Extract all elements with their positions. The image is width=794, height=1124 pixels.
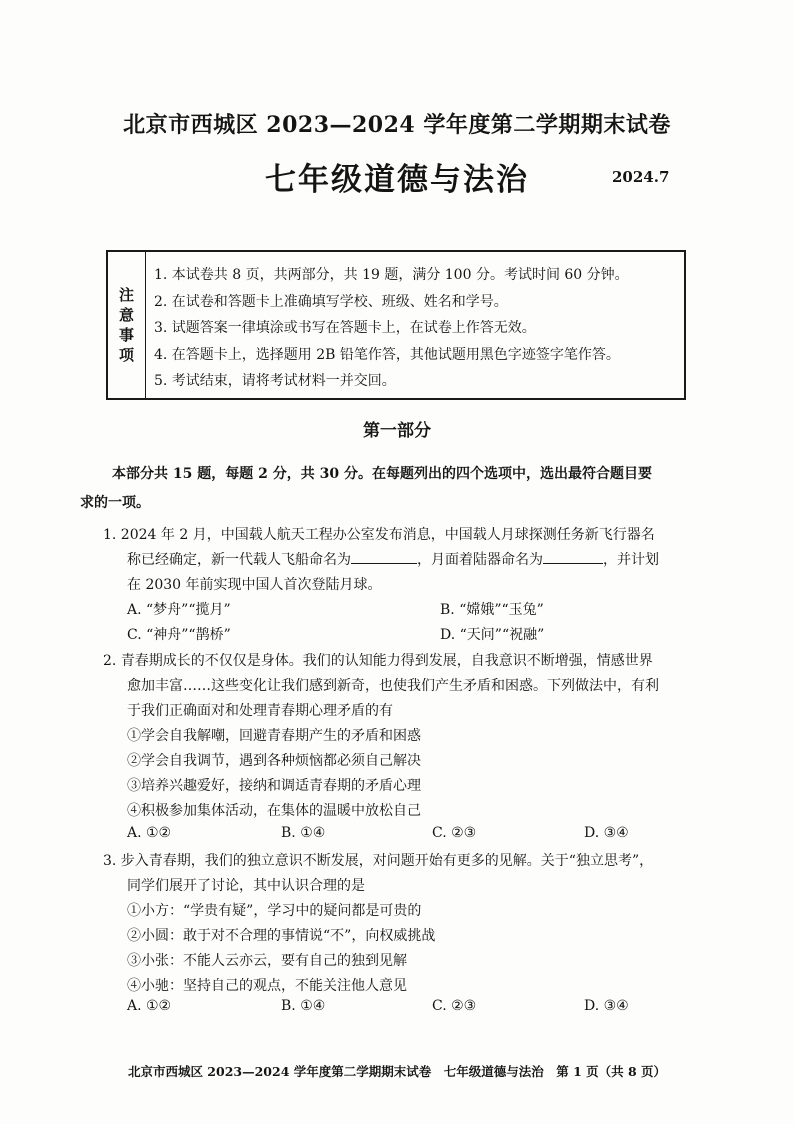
question-2-option-b: B. ①④ — [281, 825, 326, 841]
notice-label-char: 项 — [118, 346, 134, 364]
part-intro-line: 本部分共 15 题，每题 2 分，共 30 分。在每题列出的四个选项中，选出最符合题目要 — [112, 466, 652, 482]
question-1-option-d: D. “天问”“祝融” — [440, 627, 545, 643]
question-1-option-b: B. “嫦娥”“玉兔” — [440, 602, 544, 618]
question-3-option-a: A. ①② — [127, 998, 172, 1014]
question-1-text: ，并计划 — [603, 552, 659, 568]
notice-label-char: 意 — [118, 306, 134, 324]
notice-item: 4. 在答题卡上，选择题用 2B 铅笔作答，其他试题用黑色字迹签字笔作答。 — [154, 346, 620, 363]
question-3-statement: ④小驰：坚持自己的观点，不能关注他人意见 — [127, 978, 407, 994]
notice-box — [106, 250, 686, 400]
notice-list — [154, 262, 680, 395]
notice-label-char: 事 — [118, 326, 134, 344]
question-3-option-d: D. ③④ — [584, 998, 629, 1014]
question-1-stem-line: 在 2030 年前实现中国人首次登陆月球。 — [127, 577, 382, 593]
question-2-stem-line: 2. 青春期成长的不仅仅是身体。我们的认知能力得到发展，自我意识不断增强，情感世界 — [103, 653, 653, 669]
question-3-statement: ①小方：“学贵有疑”，学习中的疑问都是可贵的 — [127, 903, 422, 919]
part-intro — [80, 460, 692, 518]
question-3-stem-line: 同学们展开了讨论，其中认识合理的是 — [127, 878, 365, 894]
answer-blank — [351, 549, 417, 564]
notice-item: 3. 试题答案一律填涂或书写在答题卡上，在试卷上作答无效。 — [154, 320, 536, 336]
answer-blank — [543, 549, 603, 564]
question-3-statement: ③小张：不能人云亦云，要有自己的独到见解 — [127, 953, 407, 969]
notice-item: 2. 在试卷和答题卡上准确填写学校、班级、姓名和学号。 — [154, 293, 508, 310]
exam-title: 北京市西城区 2023—2024 学年度第二学期期末试卷 — [123, 112, 671, 138]
question-1-text: ，月面着陆器命名为 — [417, 552, 543, 568]
question-2-option-c: C. ②③ — [432, 825, 477, 841]
question-1-text: 称已经确定，新一代载人飞船命名为 — [127, 552, 351, 568]
question-3-stem-line: 3. 步入青春期，我们的独立意识不断发展，对问题开始有更多的见解。关于“独立思考”， — [103, 853, 654, 869]
question-3-option-c: C. ②③ — [432, 998, 477, 1014]
part-intro-line: 求的一项。 — [80, 495, 150, 511]
question-2-option-a: A. ①② — [127, 825, 172, 841]
question-1-option-a: A. “梦舟”“揽月” — [127, 602, 231, 618]
question-2-stem-line: 愈加丰富……这些变化让我们感到新奇，也使我们产生矛盾和困惑。下列做法中，有利 — [127, 678, 659, 694]
notice-item: 5. 考试结束，请将考试材料一并交回。 — [154, 373, 396, 389]
question-1-stem-line: 1. 2024 年 2 月，中国载人航天工程办公室发布消息，中国载人月球探测任务新飞行器名 — [103, 527, 655, 543]
page-footer: 北京市西城区 2023—2024 学年度第二学期期末试卷 七年级道德与法治 第 1 页（共 8 页） — [127, 1064, 667, 1079]
part-title: 第一部分 — [363, 421, 431, 441]
question-2-option-d: D. ③④ — [584, 825, 629, 841]
question-2-statement: ②学会自我调节，遇到各种烦恼都必须自己解决 — [127, 753, 421, 769]
question-2-statement: ④积极参加集体活动，在集体的温暖中放松自己 — [127, 803, 421, 819]
subject-title: 七年级道德与法治 — [265, 162, 529, 198]
question-2-statement: ③培养兴趣爱好，接纳和调适青春期的矛盾心理 — [127, 778, 421, 794]
question-3-statement: ②小圆：敢于对不合理的事情说“不”，向权威挑战 — [127, 928, 436, 944]
question-1-option-c: C. “神舟”“鹊桥” — [127, 627, 231, 643]
question-1-stem-line — [127, 549, 659, 571]
notice-item: 1. 本试卷共 8 页，共两部分，共 19 题，满分 100 分。考试时间 60 分钟。 — [154, 267, 629, 283]
notice-label-char: 注 — [118, 286, 134, 304]
question-3-option-b: B. ①④ — [281, 998, 326, 1014]
exam-date: 2024.7 — [612, 168, 670, 186]
question-2-stem-line: 于我们正确面对和处理青春期心理矛盾的有 — [127, 703, 393, 719]
notice-label — [108, 252, 146, 398]
question-2-statement: ①学会自我解嘲，回避青春期产生的矛盾和困惑 — [127, 728, 421, 744]
